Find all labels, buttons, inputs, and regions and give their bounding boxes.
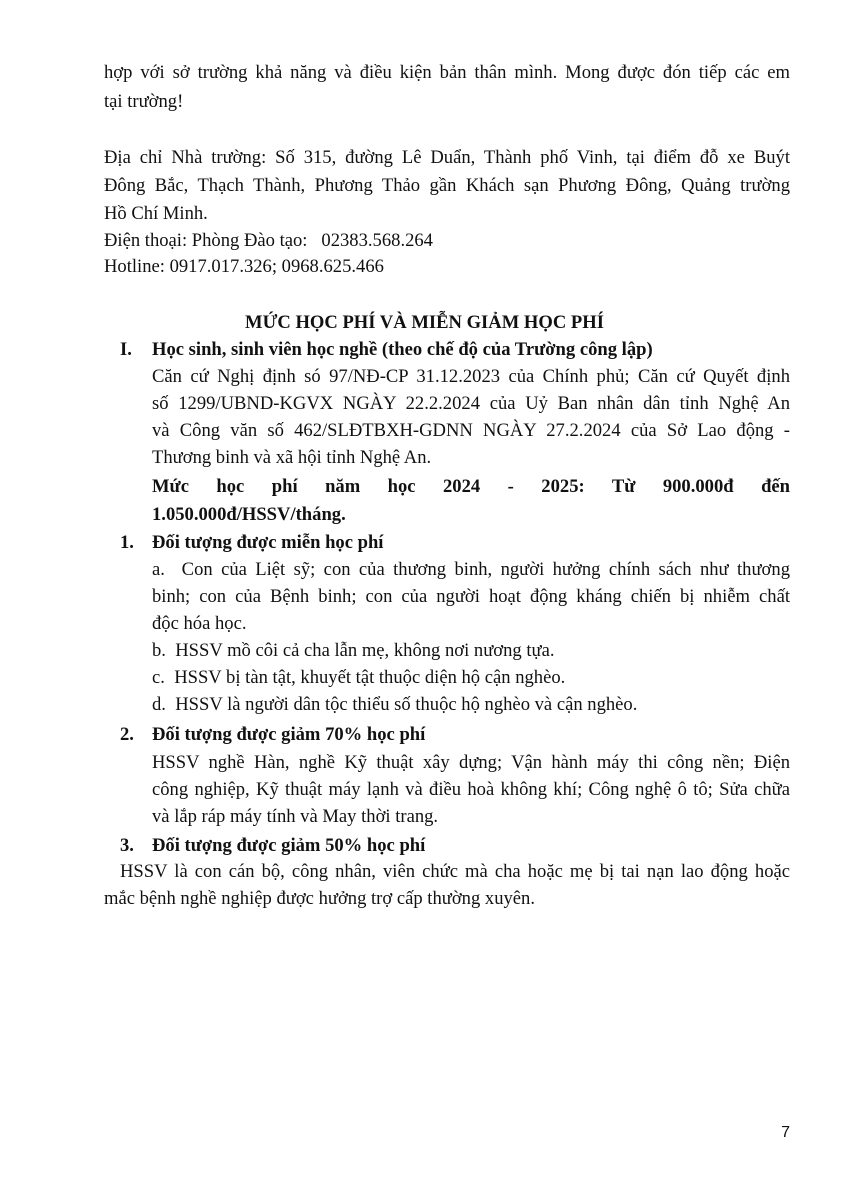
intro-line-1: hợp với sở trường khả năng và điều kiện bản thân mình. Mong được đón tiếp các em — [104, 62, 790, 83]
sub-2-number: 2. — [120, 724, 134, 745]
sub-3-line-2: mắc bệnh nghề nghiệp được hưởng trợ cấp thường xuyên. — [104, 888, 536, 909]
basis-line-3: và Công văn số 462/SLĐTBXH-GDNN NGÀY 27.2.2024 của Sở Lao động - — [152, 420, 790, 441]
sub-3-number: 3. — [120, 835, 134, 856]
sub-3-heading-text: Đối tượng được giảm 50% học phí — [152, 835, 426, 856]
section-1-heading-text: Học sinh, sinh viên học nghề (theo chế độ của Trường công lập) — [152, 339, 653, 360]
section-title: MỨC HỌC PHÍ VÀ MIỄN GIẢM HỌC PHÍ — [245, 312, 604, 333]
basis-line-1: Căn cứ Nghị định só 97/NĐ-CP 31.12.2023 của Chính phủ; Căn cứ Quyết định — [152, 366, 790, 387]
phone-line: Điện thoại: Phòng Đào tạo: 02383.568.264 — [104, 230, 433, 251]
address-line-3: Hồ Chí Minh. — [104, 203, 208, 224]
fee-line-2: 1.050.000đ/HSSV/tháng. — [152, 504, 346, 525]
sub-1-item-b: b. HSSV mồ côi cả cha lẫn mẹ, không nơi nương tựa. — [152, 640, 555, 661]
basis-line-4: Thương binh và xã hội tỉnh Nghệ An. — [152, 447, 432, 468]
basis-line-2: số 1299/UBND-KGVX NGÀY 22.2.2024 của Uỷ Ban nhân dân tỉnh Nghệ An — [152, 393, 790, 414]
section-1-heading — [120, 337, 653, 363]
intro-line-2: tại trường! — [104, 91, 184, 112]
sub-2-line-2: công nghiệp, Kỹ thuật máy lạnh và điều hoà không khí; Công nghệ ô tô; Sửa chữa — [152, 779, 790, 800]
sub-2-line-1: HSSV nghề Hàn, nghề Kỹ thuật xây dựng; Vận hành máy thi công nền; Điện — [152, 752, 790, 773]
page-number: 7 — [781, 1124, 790, 1141]
sub-1-item-a-line-1: a. Con của Liệt sỹ; con của thương binh, người hưởng chính sách như thương — [152, 559, 790, 580]
sub-2-line-3: và lắp ráp máy tính và May thời trang. — [152, 806, 439, 827]
sub-1-heading-text: Đối tượng được miễn học phí — [152, 532, 384, 553]
hotline-line: Hotline: 0917.017.326; 0968.625.466 — [104, 256, 384, 277]
fee-line-1: Mức học phí năm học 2024 - 2025: Từ 900.000đ đến — [152, 476, 790, 497]
sub-3-line-1: HSSV là con cán bộ, công nhân, viên chức mà cha hoặc mẹ bị tai nạn lao động hoặc — [120, 861, 790, 882]
address-line-2: Đông Bắc, Thạch Thành, Phương Thảo gần Khách sạn Phương Đông, Quảng trường — [104, 175, 790, 196]
sub-2-heading — [120, 722, 426, 748]
sub-1-number: 1. — [120, 532, 134, 553]
sub-1-item-a-line-2: binh; con của Bệnh binh; con của người hoạt động kháng chiến bị nhiễm chất — [152, 586, 790, 607]
sub-1-heading — [120, 530, 384, 556]
section-1-number: I. — [120, 339, 132, 360]
sub-3-heading — [120, 833, 426, 859]
sub-1-item-c: c. HSSV bị tàn tật, khuyết tật thuộc diện hộ cận nghèo. — [152, 667, 566, 688]
sub-2-heading-text: Đối tượng được giảm 70% học phí — [152, 724, 426, 745]
address-line-1: Địa chỉ Nhà trường: Số 315, đường Lê Duẩn, Thành phố Vinh, tại điểm đỗ xe Buýt — [104, 147, 790, 168]
sub-1-item-d: d. HSSV là người dân tộc thiểu số thuộc hộ nghèo và cận nghèo. — [152, 694, 638, 715]
sub-1-item-a-line-3: độc hóa học. — [152, 613, 247, 634]
